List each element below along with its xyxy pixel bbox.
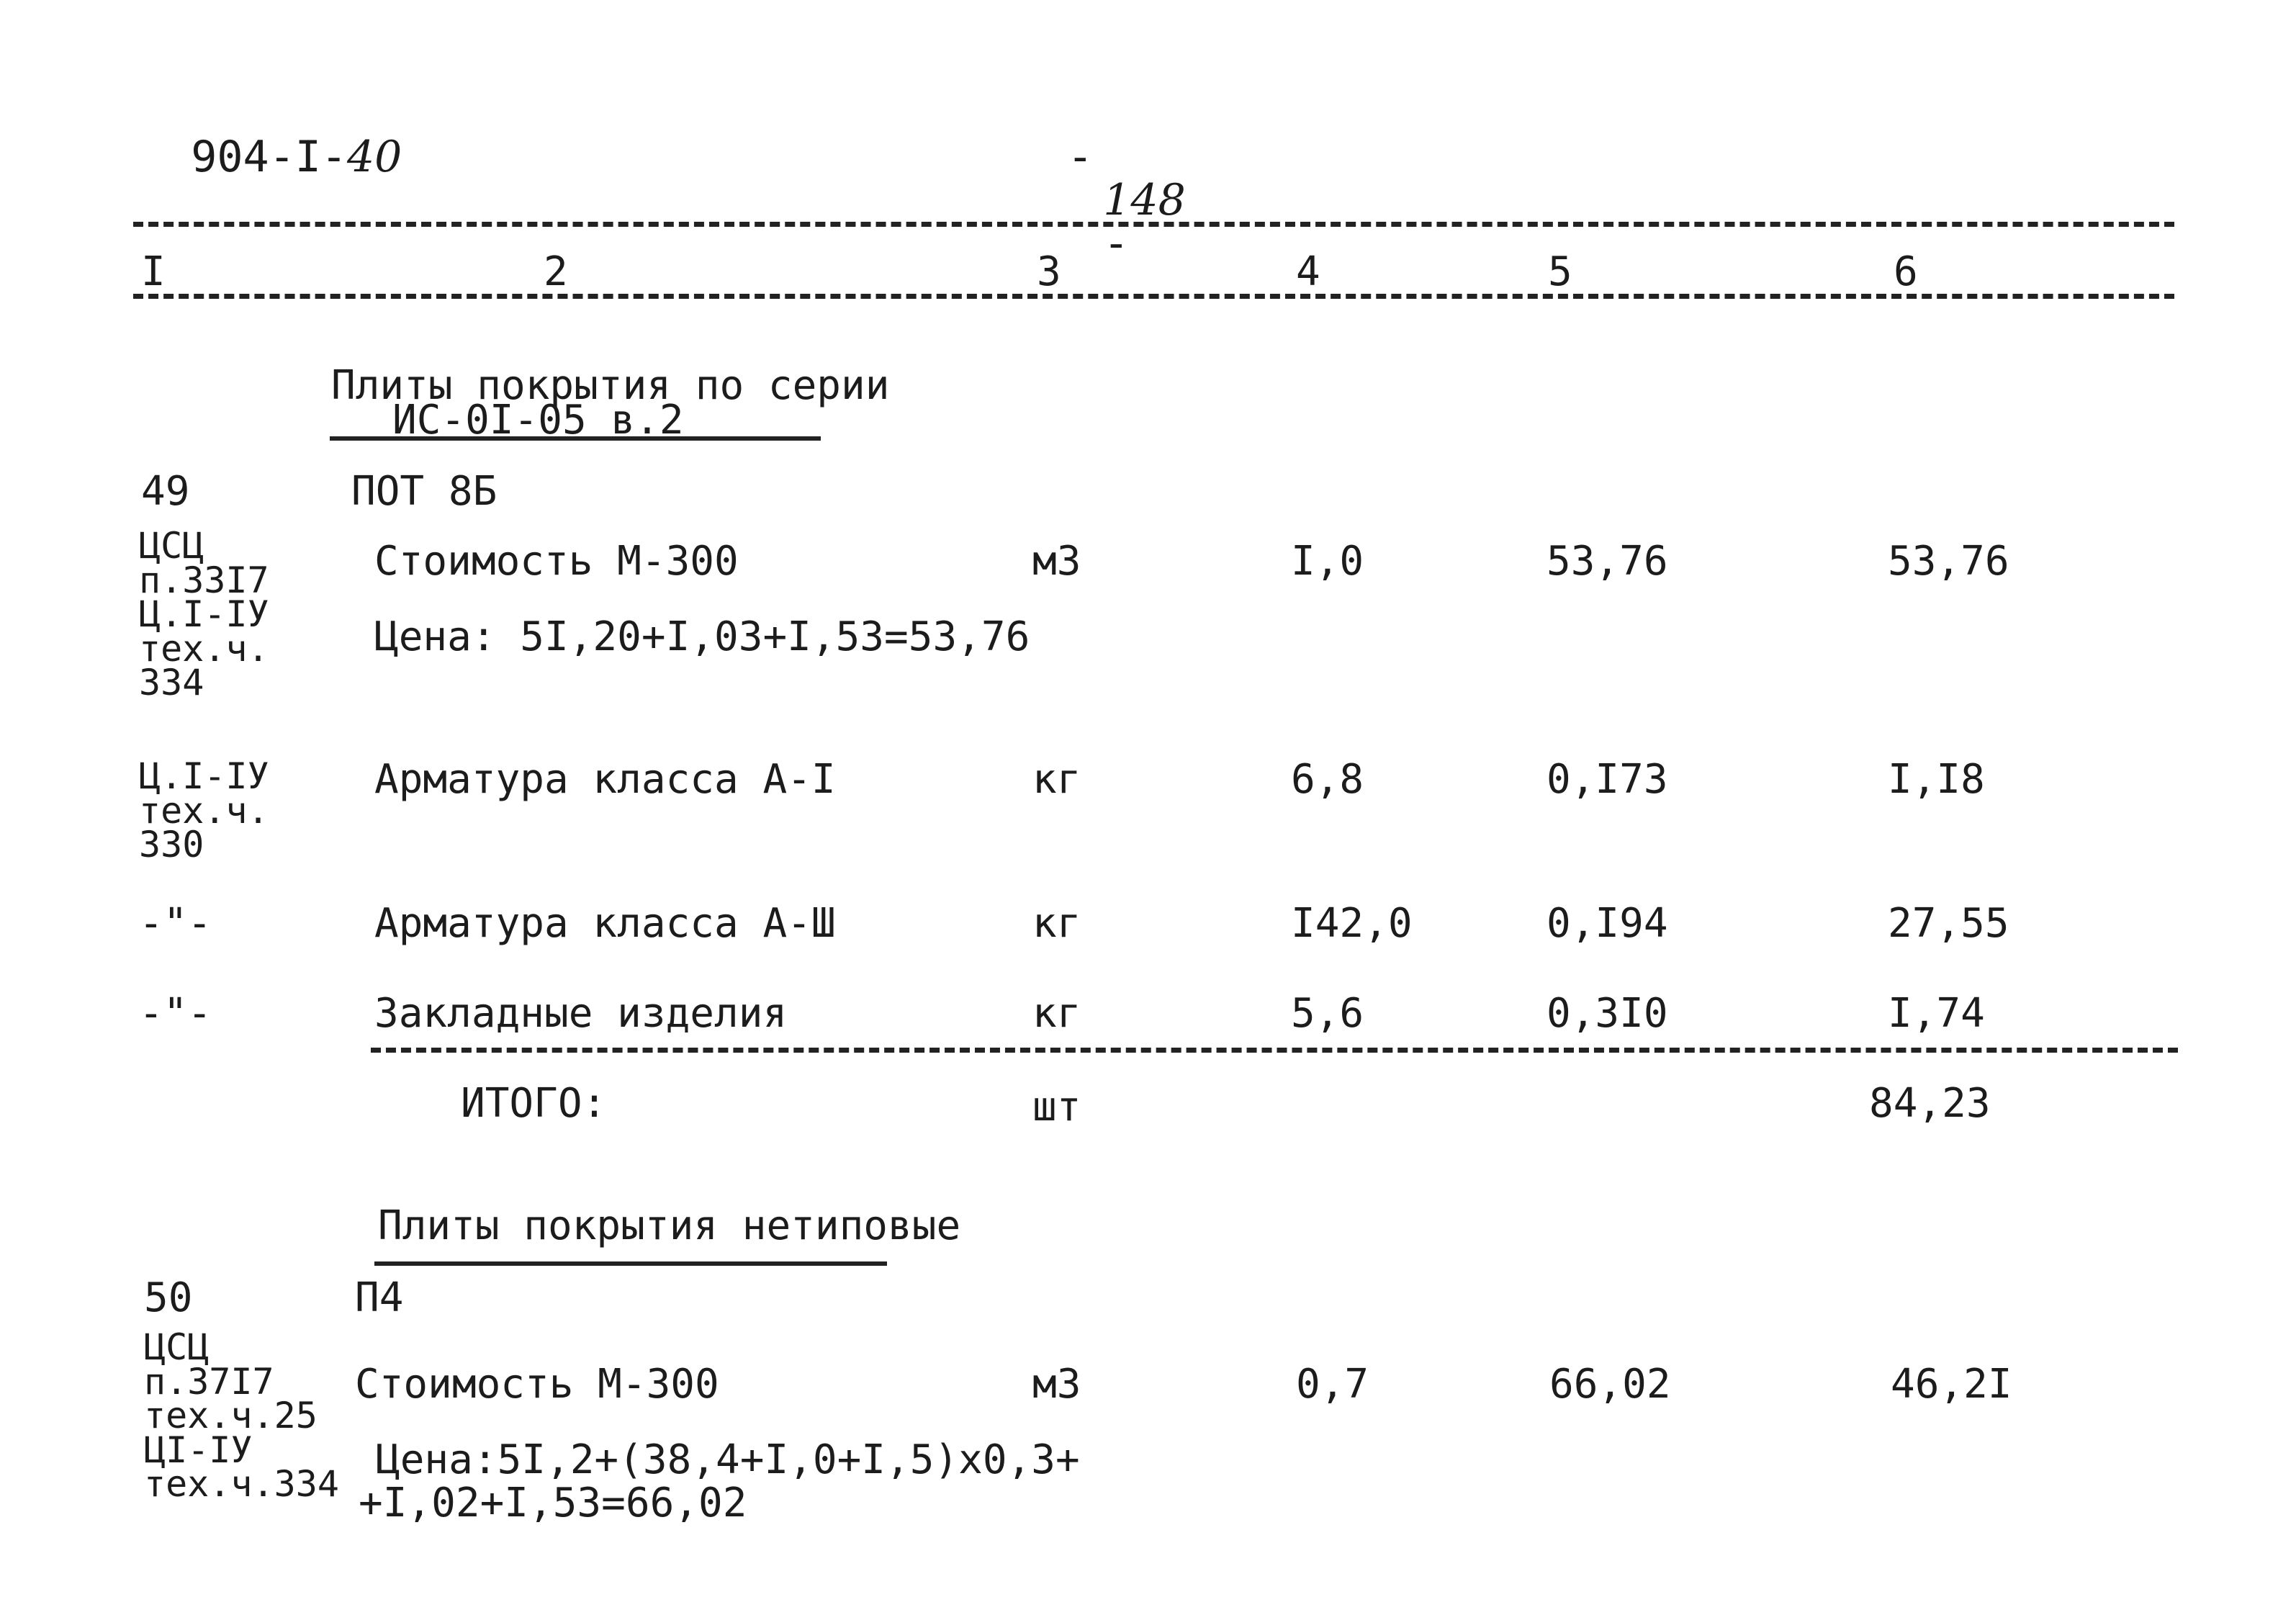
row6-desc: Стоимость М-300 <box>355 1361 719 1408</box>
item-49-number: 49 <box>141 468 190 515</box>
row3-ref: Ц.I-IУ тех.ч. 330 <box>139 755 269 865</box>
row4-total: 27,55 <box>1888 900 2009 947</box>
row1-ref: ЦСЦ п.33I7 Ц.I-IУ тех.ч. 334 <box>139 525 269 703</box>
section2-title-underline <box>374 1261 887 1266</box>
page-dash-left: - <box>1067 132 1094 182</box>
row5-desc: Закладные изделия <box>374 990 788 1037</box>
row3-desc: Арматура класса А-I <box>374 756 836 803</box>
row1-total: 53,76 <box>1888 538 2009 585</box>
row1-price: 53,76 <box>1547 538 1668 585</box>
document-code <box>139 92 402 182</box>
total-unit: шт <box>1032 1084 1081 1130</box>
column-header-6: 6 <box>1894 248 1918 295</box>
row6-price: 66,02 <box>1549 1361 1671 1408</box>
row7-price-formula-line1: Цена:5I,2+(38,4+I,0+I,5)х0,3+ <box>376 1436 1080 1483</box>
row6-unit: м3 <box>1032 1361 1081 1408</box>
row5-price: 0,3I0 <box>1547 990 1668 1037</box>
row6-qty: 0,7 <box>1296 1361 1369 1408</box>
page-number: 148 <box>1103 175 1186 225</box>
total-label: ИТОГО: <box>461 1080 607 1127</box>
row4-desc: Арматура класса А-Ш <box>374 900 836 947</box>
row4-qty: I42,0 <box>1291 900 1413 947</box>
row5-total: I,74 <box>1888 990 1985 1037</box>
document-code-suffix: 40 <box>347 132 402 182</box>
row5-ref: -"- <box>139 990 212 1037</box>
row5-qty: 5,6 <box>1291 990 1364 1037</box>
row4-price: 0,I94 <box>1547 900 1668 947</box>
page-dash-right: - <box>1103 218 1130 269</box>
subtotal-rule <box>371 1048 2178 1053</box>
row3-total: I,I8 <box>1888 756 1985 803</box>
item-49-name: ПОТ 8Б <box>351 468 498 515</box>
row7-price-formula-line2: +I,02+I,53=66,02 <box>359 1480 747 1526</box>
section1-title-line1: Плиты покрытия по серии <box>331 362 890 409</box>
header-bottom-rule <box>133 294 2174 299</box>
column-header-1: I <box>141 248 166 295</box>
row1-unit: м3 <box>1032 538 1081 585</box>
total-value: 84,23 <box>1869 1080 1991 1127</box>
section1-title-line2: ИС-0I-05 в.2 <box>392 397 684 444</box>
header-top-rule <box>133 222 2174 227</box>
item-50-name: П4 <box>355 1274 404 1321</box>
document-code-prefix: 904-I- <box>191 132 347 182</box>
row3-qty: 6,8 <box>1291 756 1364 803</box>
row3-price: 0,I73 <box>1547 756 1668 803</box>
row5-unit: кг <box>1032 990 1081 1037</box>
column-header-3: 3 <box>1037 248 1061 295</box>
row6-ref: ЦСЦ п.37I7 тех.ч.25 ЦI-IУ тех.ч.334 <box>144 1326 339 1505</box>
section2-title: Плиты покрытия нетиповые <box>378 1202 961 1249</box>
item-50-number: 50 <box>144 1274 193 1321</box>
row1-qty: I,0 <box>1291 538 1364 585</box>
column-header-2: 2 <box>544 248 568 295</box>
column-header-4: 4 <box>1296 248 1320 295</box>
column-header-5: 5 <box>1548 248 1572 295</box>
row4-ref: -"- <box>139 900 212 947</box>
page-number-block <box>1015 92 1186 269</box>
row4-unit: кг <box>1032 900 1081 947</box>
row3-unit: кг <box>1032 756 1081 803</box>
row2-price-formula: Цена: 5I,20+I,03+I,53=53,76 <box>374 613 1030 660</box>
section1-title-underline <box>330 436 821 441</box>
row6-total: 46,2I <box>1891 1361 2012 1408</box>
row1-desc: Стоимость М-300 <box>374 538 739 585</box>
